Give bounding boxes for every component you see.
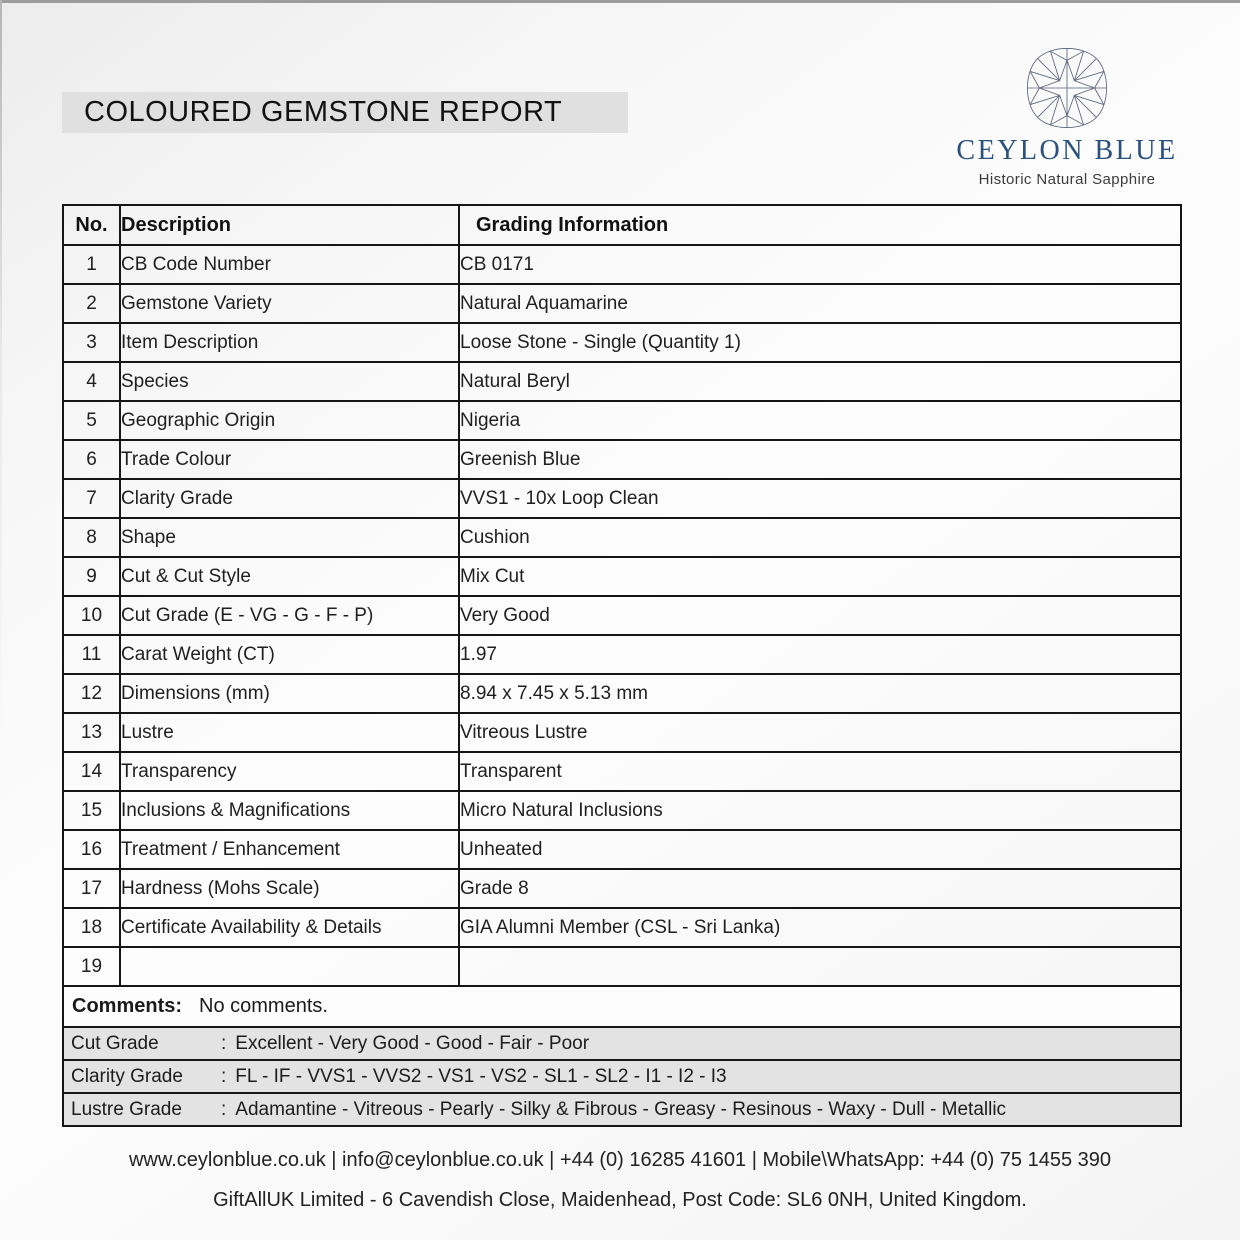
table-row — [63, 557, 1181, 596]
row-value-cell: Greenish Blue — [459, 440, 1181, 479]
table-row — [63, 674, 1181, 713]
row-number-cell: 7 — [63, 479, 120, 518]
row-number-cell: 14 — [63, 752, 120, 791]
row-number-cell: 10 — [63, 596, 120, 635]
table-row — [63, 362, 1181, 401]
comments-text: No comments. — [199, 995, 328, 1017]
brand-logo — [952, 42, 1182, 188]
row-value-cell: 1.97 — [459, 635, 1181, 674]
grade-key-row — [63, 1060, 1181, 1093]
grading-report-table — [62, 204, 1182, 1127]
table-row — [63, 323, 1181, 362]
grade-key-separator: : — [221, 1065, 227, 1087]
table-row — [63, 791, 1181, 830]
grade-key-values: FL - IF - VVS1 - VVS2 - VS1 - VS2 - SL1 - SL2 - I1 - I2 - I3 — [235, 1065, 727, 1087]
comments-row — [63, 986, 1181, 1027]
row-label-cell: Certificate Availability & Details — [120, 908, 459, 947]
table-row — [63, 479, 1181, 518]
footer-address-line: GiftAllUK Limited - 6 Cavendish Close, Maidenhead, Post Code: SL6 0NH, United Kingdom. — [213, 1189, 1027, 1211]
row-number-cell: 12 — [63, 674, 120, 713]
row-label-cell: Lustre — [120, 713, 459, 752]
row-value-cell: GIA Alumni Member (CSL - Sri Lanka) — [459, 908, 1181, 947]
table-row — [63, 635, 1181, 674]
table-row — [63, 752, 1181, 791]
grade-key-values: Adamantine - Vitreous - Pearly - Silky & Fibrous - Greasy - Resinous - Waxy - Dull - Metallic — [235, 1098, 1007, 1120]
row-number-cell: 11 — [63, 635, 120, 674]
page-title: COLOURED GEMSTONE REPORT — [84, 96, 563, 128]
row-label-cell: Hardness (Mohs Scale) — [120, 869, 459, 908]
row-label-cell: Cut & Cut Style — [120, 557, 459, 596]
col-header-grading: Grading Information — [459, 205, 1181, 245]
row-number-cell: 9 — [63, 557, 120, 596]
row-value-cell: Natural Aquamarine — [459, 284, 1181, 323]
row-value-cell: Unheated — [459, 830, 1181, 869]
row-label-cell: Dimensions (mm) — [120, 674, 459, 713]
row-number-cell: 8 — [63, 518, 120, 557]
comments-section — [63, 986, 1181, 1027]
row-label-cell: Item Description — [120, 323, 459, 362]
row-label-cell: Transparency — [120, 752, 459, 791]
row-number-cell: 6 — [63, 440, 120, 479]
row-label-cell: CB Code Number — [120, 245, 459, 284]
table-row — [63, 440, 1181, 479]
grade-key-label: Lustre Grade — [71, 1098, 182, 1120]
brand-tagline: Historic Natural Sapphire — [978, 171, 1156, 188]
table-row — [63, 596, 1181, 635]
row-number-cell: 5 — [63, 401, 120, 440]
table-row — [63, 284, 1181, 323]
row-label-cell — [120, 947, 459, 986]
grade-key-separator: : — [221, 1032, 227, 1054]
row-label-cell: Shape — [120, 518, 459, 557]
grade-key-row — [63, 1093, 1181, 1126]
row-value-cell: Mix Cut — [459, 557, 1181, 596]
table-row — [63, 245, 1181, 284]
row-value-cell: Natural Beryl — [459, 362, 1181, 401]
row-value-cell: Very Good — [459, 596, 1181, 635]
grade-key-separator: : — [221, 1098, 227, 1120]
table-row — [63, 908, 1181, 947]
row-value-cell: CB 0171 — [459, 245, 1181, 284]
row-value-cell: Transparent — [459, 752, 1181, 791]
grade-key-label: Clarity Grade — [71, 1065, 183, 1087]
row-label-cell: Trade Colour — [120, 440, 459, 479]
grade-keys — [63, 1027, 1181, 1126]
table-row — [63, 830, 1181, 869]
gem-facet-icon — [1021, 42, 1113, 134]
row-number-cell: 17 — [63, 869, 120, 908]
row-value-cell — [459, 947, 1181, 986]
row-number-cell: 1 — [63, 245, 120, 284]
title-band — [62, 92, 628, 133]
brand-name: CEYLON BLUE — [956, 135, 1178, 166]
col-header-no: No. — [63, 205, 120, 245]
row-label-cell: Gemstone Variety — [120, 284, 459, 323]
table-header-row — [63, 205, 1181, 245]
row-number-cell: 13 — [63, 713, 120, 752]
row-number-cell: 2 — [63, 284, 120, 323]
row-value-cell: Nigeria — [459, 401, 1181, 440]
row-value-cell: Loose Stone - Single (Quantity 1) — [459, 323, 1181, 362]
row-label-cell: Inclusions & Magnifications — [120, 791, 459, 830]
row-value-cell: 8.94 x 7.45 x 5.13 mm — [459, 674, 1181, 713]
row-number-cell: 19 — [63, 947, 120, 986]
row-label-cell: Species — [120, 362, 459, 401]
table-row — [63, 401, 1181, 440]
row-number-cell: 16 — [63, 830, 120, 869]
grade-key-row — [63, 1027, 1181, 1060]
table-row — [63, 947, 1181, 986]
row-number-cell: 4 — [63, 362, 120, 401]
footer-contact-line: www.ceylonblue.co.uk | info@ceylonblue.co.uk | +44 (0) 16285 41601 | Mobile\WhatsApp: +44 (0) 75 1455 390 — [128, 1149, 1112, 1171]
row-label-cell: Cut Grade (E - VG - G - F - P) — [120, 596, 459, 635]
report-table-body — [63, 245, 1181, 986]
row-label-cell: Clarity Grade — [120, 479, 459, 518]
row-label-cell: Carat Weight (CT) — [120, 635, 459, 674]
grade-key-label: Cut Grade — [71, 1032, 159, 1054]
row-number-cell: 3 — [63, 323, 120, 362]
report-header — [0, 0, 1240, 204]
col-header-description: Description — [120, 205, 459, 245]
comments-label: Comments: — [72, 995, 183, 1017]
row-value-cell: Cushion — [459, 518, 1181, 557]
row-value-cell: Grade 8 — [459, 869, 1181, 908]
row-value-cell: Micro Natural Inclusions — [459, 791, 1181, 830]
grade-key-values: Excellent - Very Good - Good - Fair - Poor — [235, 1032, 590, 1054]
table-row — [63, 518, 1181, 557]
row-label-cell: Treatment / Enhancement — [120, 830, 459, 869]
row-number-cell: 15 — [63, 791, 120, 830]
row-value-cell: Vitreous Lustre — [459, 713, 1181, 752]
row-value-cell: VVS1 - 10x Loop Clean — [459, 479, 1181, 518]
table-row — [63, 869, 1181, 908]
table-row — [63, 713, 1181, 752]
row-label-cell: Geographic Origin — [120, 401, 459, 440]
report-footer — [0, 1140, 1240, 1220]
row-number-cell: 18 — [63, 908, 120, 947]
